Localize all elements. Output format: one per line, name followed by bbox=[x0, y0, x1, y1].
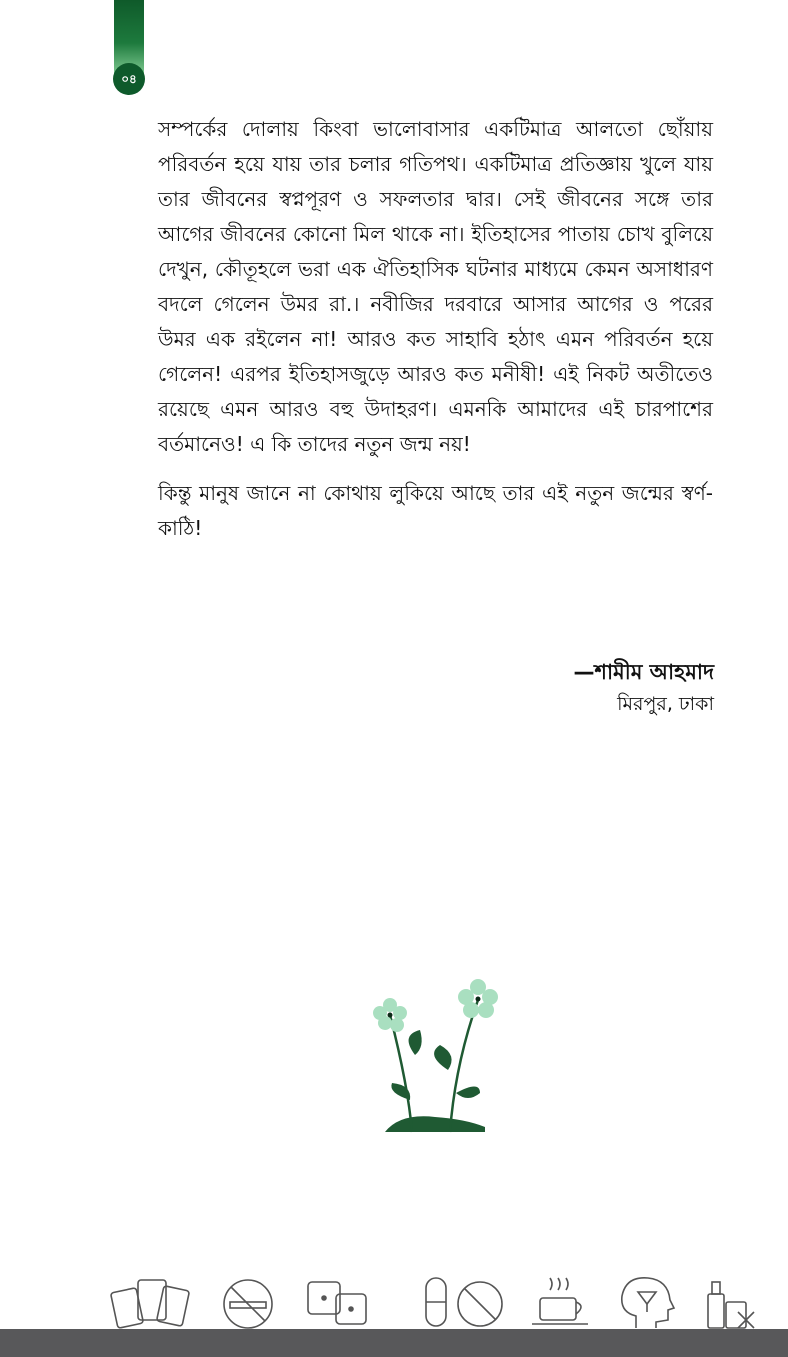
signature-block bbox=[574, 656, 714, 720]
author-place: মিরপুর, ঢাকা bbox=[617, 693, 714, 715]
author-name: —শামীম আহমাদ bbox=[573, 660, 714, 684]
bottles-icon bbox=[708, 1282, 754, 1328]
footer-icon-strip bbox=[108, 1272, 768, 1332]
body-text bbox=[158, 112, 713, 546]
flower-plant-icon bbox=[360, 975, 510, 1140]
playing-cards-icon bbox=[111, 1280, 190, 1328]
footer-bar bbox=[0, 1329, 788, 1357]
page-number: ০৪ bbox=[113, 63, 145, 95]
paragraph-1: সম্পর্কের দোলায় কিংবা ভালোবাসার একটিমাত্র আলতো ছোঁয়ায় পরিবর্তন হয়ে যায় তার চলার গতিপথ। একটিমাত্র প্রতিজ্ঞায় খুলে যায় তার জীবনের স্বপ্নপূরণ ও সফলতার দ্বার। সেই জীবনের সঙ্গে তার আগের জীবনের কোনো মিল থাকে না। ইতিহাসের পাতায় চোখ বুলিয়ে দেখুন, কৌতূহলে ভরা এক ঐতিহাসিক ঘটনার মাধ্যমে কেমন অসাধারণ বদলে গেলেন উমর রা.। নবীজির দরবারে আসার আগের ও পরের উমর এক রইলেন না! আরও কত সাহাবি হঠাৎ এমন পরিবর্তন হয়ে গেলেন! এরপর ইতিহাসজুড়ে আরও কত মনীষী! এই নিকট অতীতেও রয়েছে এমন আরও বহু উদাহরণ। এমনকি আমাদের এই চারপাশের বর্তমানেও! এ কি তাদের নতুন জন্ম নয়! bbox=[158, 117, 713, 456]
no-smoking-icon bbox=[224, 1280, 272, 1328]
dice-icon bbox=[308, 1282, 366, 1324]
coffee-cup-icon bbox=[532, 1278, 588, 1324]
paragraph-2: কিন্তু মানুষ জানে না কোথায় লুকিয়ে আছে তার এই নতুন জন্মের স্বর্ণ-কাঠি! bbox=[158, 481, 713, 540]
head-drink-icon bbox=[622, 1278, 674, 1328]
pills-icon bbox=[426, 1278, 502, 1326]
